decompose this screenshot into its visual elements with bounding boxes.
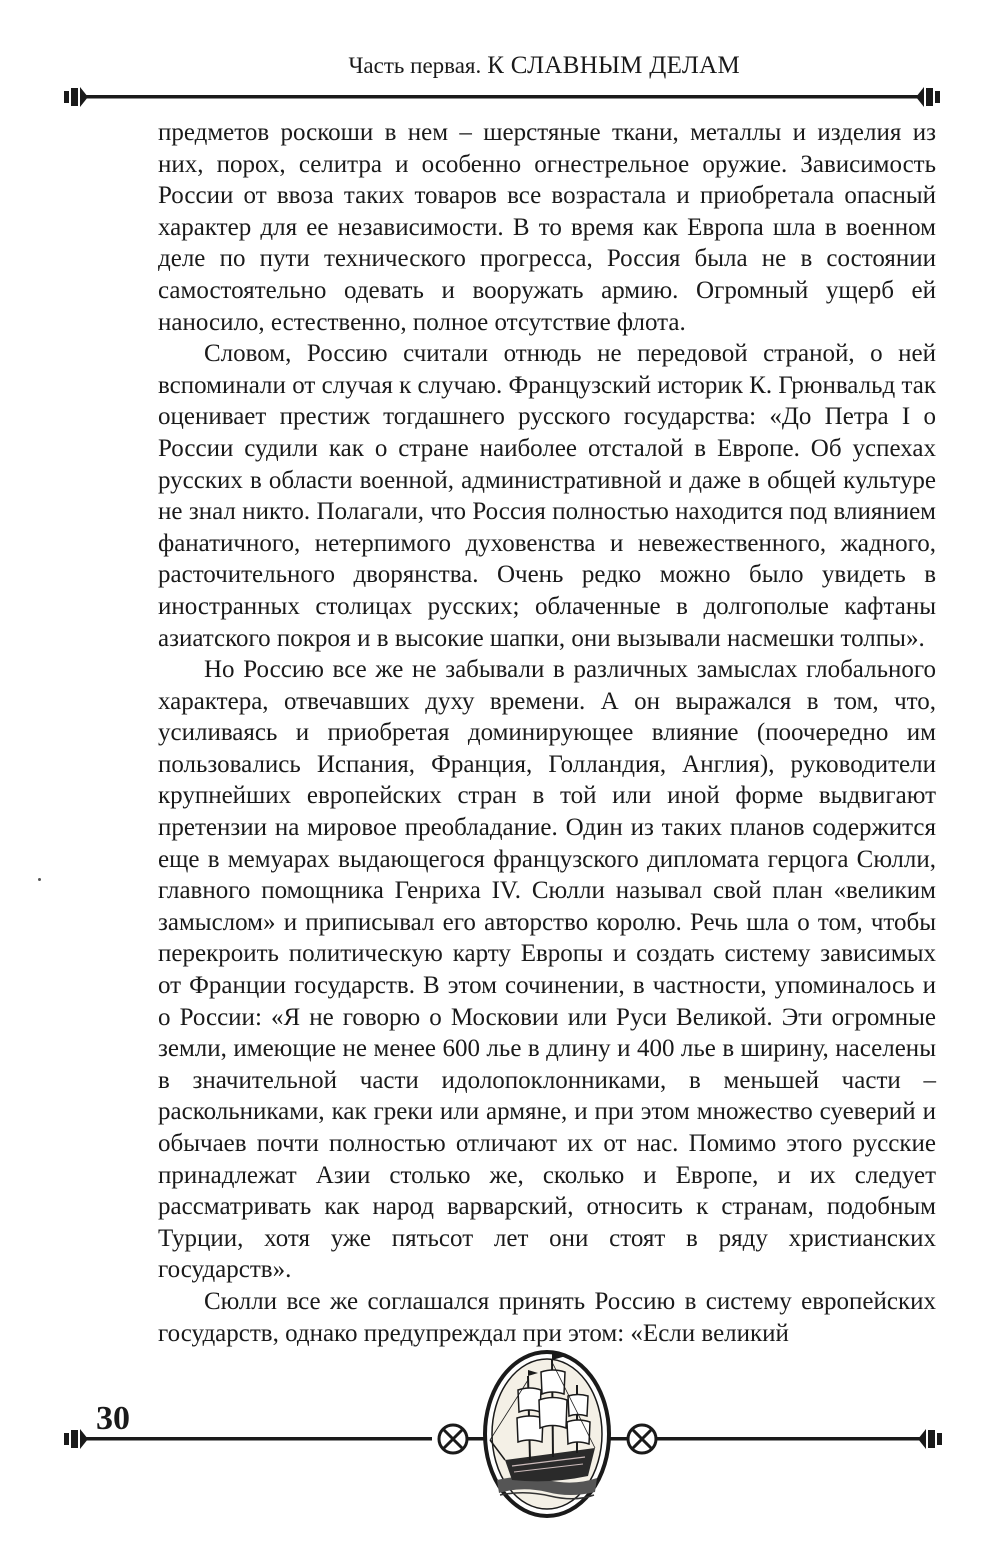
header-rule-left-cap: [64, 87, 88, 107]
footer-rule-left-cap: [64, 1429, 88, 1449]
header-part-label: Часть первая.: [348, 53, 482, 78]
stray-mark: [38, 878, 41, 881]
footer-right-cross-icon: [628, 1425, 656, 1453]
footer-rule-right-cap: [918, 1429, 942, 1449]
footer-ornament: [0, 1330, 1000, 1543]
header-title: [348, 52, 740, 80]
paragraph-4: Сюлли все же соглашался принять Россию в систему европейских государств, однако предупреждал при этом: «Если великий: [158, 1287, 936, 1347]
paragraph-1: предметов роскоши в нем – шерстяные ткани, металлы и изделия из них, порох, селитра и особенно огнестрельное оружие. Зависимость России от ввоза таких товаров все возрастала и приобретала опасный характер для ее независимости. В то время как Европа шла в военном деле по пути технического прогресса, Россия была не в состоянии самостоятельно одевать и вооружать армию. Огромный ущерб ей наносило, естественно, полное отсутствие флота.: [158, 119, 936, 336]
sailing-ship-emblem-icon: [485, 1352, 609, 1516]
body-text: [158, 117, 936, 1349]
header-chapter-title: К СЛАВНЫМ ДЕЛАМ: [487, 52, 740, 79]
footer-left-cross-icon: [439, 1425, 467, 1453]
header-rule: [62, 84, 942, 110]
paragraph-2: Словом, Россию считали отнюдь не передовой страной, о ней вспоминали от случая к случаю. Французский историк К. Грюнвальд так оценивает престиж тогдашнего русского государства: «До Петра I о России судили как о стране наиболее отсталой в Европе. Об успехах русских в области военной, административной и даже в общей культуре не знал никто. Полагали, что Россия полностью находится под влиянием фанатичного, нетерпимого духовенства и невежественного, жадного, расточительного дворянства. Очень редко можно было увидеть в иностранных столицах русских; облаченные в долгополые кафтаны азиатского покроя и в высокие шапки, они вызывали насмешки толпы».: [158, 340, 936, 652]
page-number: 30: [96, 1400, 130, 1437]
paragraph-3: Но Россию все же не забывали в различных замыслах глобального характера, отвечавших духу времени. А он выражался в том, что, усиливаясь и приобретая доминирующее влияние (поочередно им пользовались Испания, Франция, Голландия, Англия), руководители крупнейших европейских стран в той или иной форме выдвигают претензии на мировое преобладание. Один из таких планов содержится еще в мемуарах выдающегося французского дипломата герцога Сюлли, главного помощника Генриха IV. Сюлли называл свой план «великим замыслом» и приписывал его авторство королю. Речь шла о том, чтобы перекроить политическую карту Европы и создать систему зависимых от Франции государств. В этом сочинении, в частности, упоминалось и о России: «Я не говорю о Московии или Руси Великой. Эти огромные земли, имеющие не менее 600 лье в длину и 400 лье в ширину, населены в значительной части идолопоклонниками, в меньшей части – раскольниками, как греки или армяне, и при этом множество суеверий и обычаев почти полностью отличают их от нас. Помимо этого русские принадлежат Азии столько же, сколько и Европе, и их следует рассматривать как народ варварский, относить к странам, подобным Турции, хотя уже пятьсот лет они стоят в ряду христианских государств».: [158, 656, 936, 1284]
header-rule-right-cap: [916, 87, 940, 107]
